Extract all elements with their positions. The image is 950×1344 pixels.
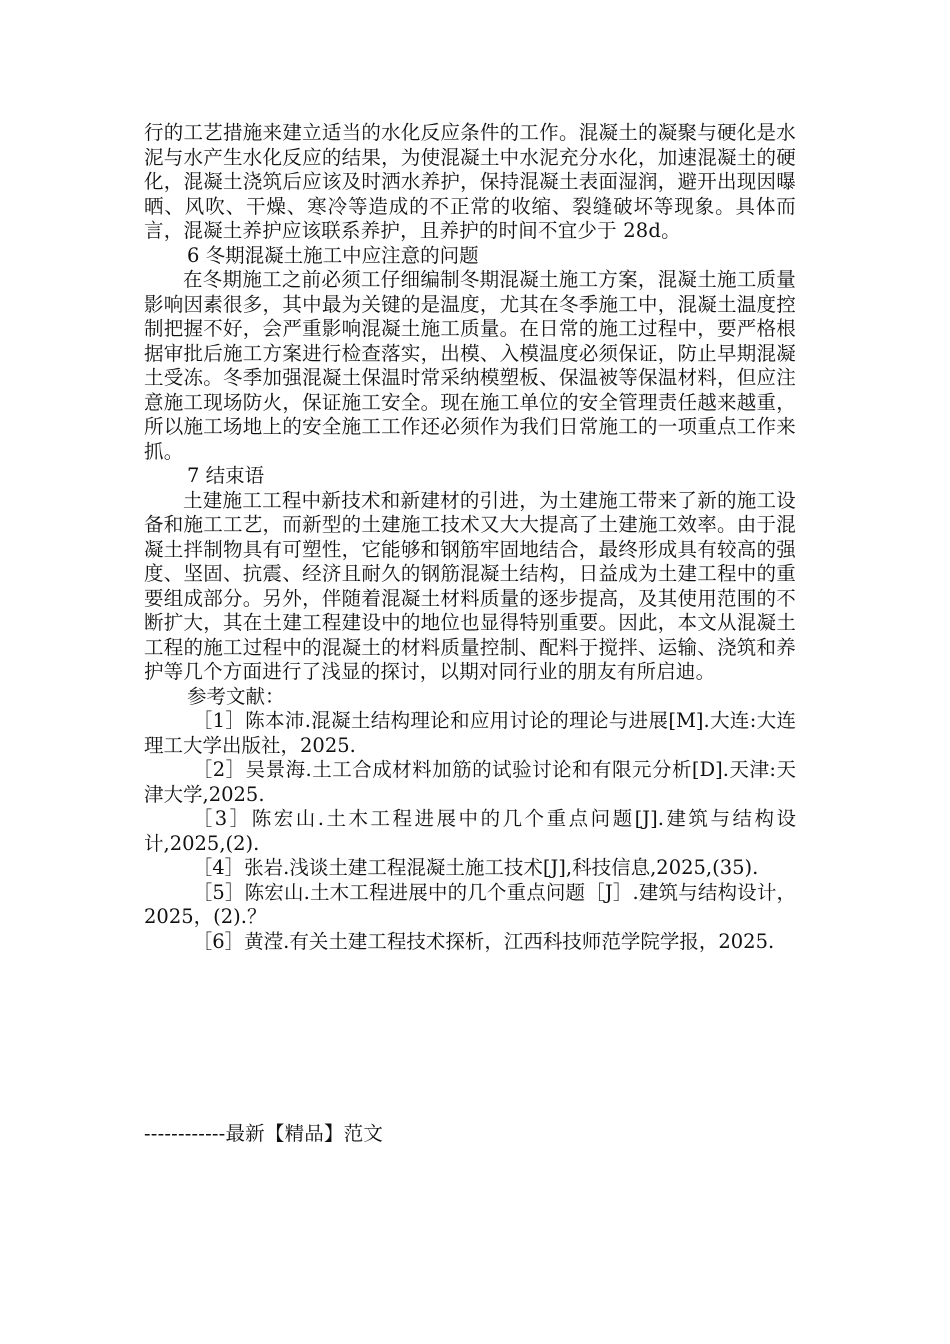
page-footer: ------------最新【精品】范文 [144, 1122, 384, 1145]
paragraph-winter-construction: 在冬期施工之前必须工仔细编制冬期混凝土施工方案，混凝土施工质量影响因素很多，其中最为关键的是温度，尤其在冬季施工中，混凝土温度控制把握不好，会严重影响混凝土施工质量。在日常的施工过程中，要严格根据审批后施工方案进行检查落实，出模、入模温度必须保证，防止早期混凝土受冻。冬季加强混凝土保温时常采纳模塑板、保温被等保温材料，但应注意施工现场防火，保证施工安全。现在施工单位的安全管理责任越来越重，所以施工场地上的安全施工工作还必须作为我们日常施工的一项重点工作来抓。 [144, 268, 796, 463]
reference-item: ［6］黄滢.有关土建工程技术探析，江西科技师范学院学报，2025. [192, 929, 775, 953]
reference-item: ［3］陈宏山.土木工程进展中的几个重点问题[J].建筑与结构设计,2025,(2). [144, 807, 796, 855]
references-title: 参考文献： [187, 684, 285, 708]
section-heading-7: 7 结束语 [187, 464, 265, 487]
reference-item: ［2］吴景海.土工合成材料加筋的试验讨论和有限元分析[D].天津:天津大学,2025. [144, 758, 796, 806]
reference-item: ［4］张岩.浅谈土建工程混凝土施工技术[J],科技信息,2025,(35). [192, 856, 759, 879]
document-body [144, 121, 796, 954]
reference-item: ［5］陈宏山.土木工程进展中的几个重点问题［J］.建筑与结构设计，2025，(2).？ [144, 880, 796, 928]
references-list [144, 709, 796, 954]
paragraph-curing: 行的工艺措施来建立适当的水化反应条件的工作。混凝土的凝聚与硬化是水泥与水产生水化反应的结果，为使混凝土中水泥充分水化，加速混凝土的硬化，混凝土浇筑后应该及时洒水养护，保持混凝土表面湿润，避开出现因曝晒、风吹、干燥、寒冷等造成的不正常的收缩、裂缝破坏等现象。具体而言，混凝土养护应该联系养护，且养护的时间不宜少于 28d。 [144, 121, 796, 242]
reference-item: ［1］陈本沛.混凝土结构理论和应用讨论的理论与进展[M].大连:大连理工大学出版社，2025. [144, 709, 796, 757]
paragraph-conclusion: 土建施工工程中新技术和新建材的引进，为土建施工带来了新的施工设备和施工工艺，而新型的土建施工技术又大大提高了土建施工效率。由于混凝土拌制物具有可塑性，它能够和钢筋牢固地结合，最终形成具有较高的强度、坚固、抗震、经济且耐久的钢筋混凝土结构，日益成为土建工程中的重要组成部分。另外，伴随着混凝土材料质量的逐步提高，及其使用范围的不断扩大，其在土建工程建设中的地位也显得特别重要。因此，本文从混凝土工程的施工过程中的混凝土的材料质量控制、配料于搅拌、运输、浇筑和养护等几个方面进行了浅显的探讨，以期对同行业的朋友有所启迪。 [144, 488, 796, 683]
section-heading-6: 6 冬期混凝土施工中应注意的问题 [187, 243, 479, 267]
